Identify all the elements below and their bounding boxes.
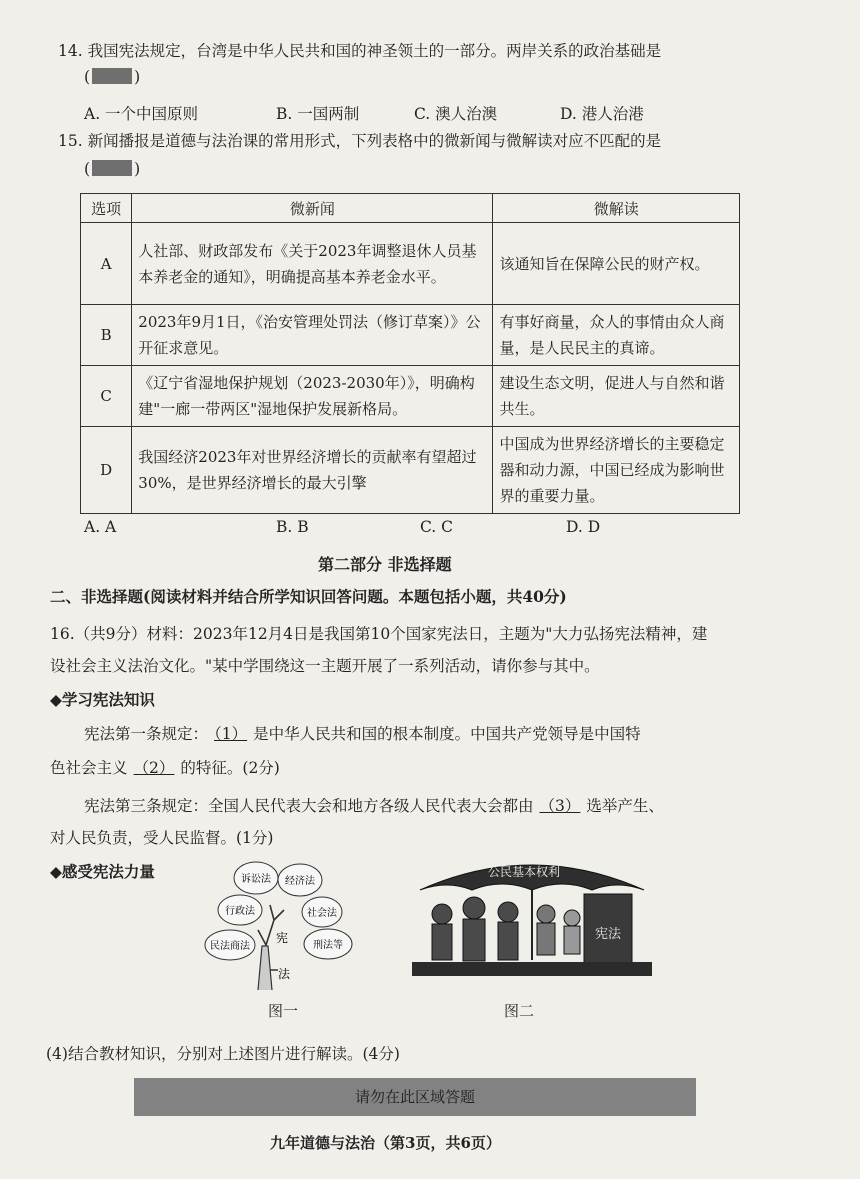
q16-article1-line2 [50,756,280,780]
paren-close: ) [134,160,141,178]
q15-option-a[interactable]: A. A [84,518,117,536]
citizens-group [432,897,580,961]
row-option: A [81,223,132,305]
article3-text: 宪法第三条规定：全国人民代表大会和地方各级人民代表大会都由 [84,797,534,815]
row-news: 2023年9月1日，《治安管理处罚法（修订草案）》公开征求意见。 [132,305,493,366]
page-footer: 九年道德与法治（第3页，共6页） [270,1134,501,1152]
q14-option-a[interactable]: A. 一个中国原则 [84,105,199,123]
paren-open: ( [84,68,91,86]
row-option: C [81,366,132,427]
article3-text-cont: 选举产生、 [586,797,664,815]
q15-answer-paren [84,160,140,178]
table-row [81,223,740,305]
trunk-label-top: 宪 [275,931,289,945]
q16-article3-line1 [84,794,664,818]
header-option: 选项 [81,194,132,223]
part2-title: 第二部分 非选择题 [318,555,452,574]
table-row [81,366,740,427]
answer-blank-3[interactable]: （3） [539,797,581,815]
header-reading: 微解读 [493,194,740,223]
figure1-law-tree [200,850,370,990]
header-news: 微新闻 [132,194,493,223]
row-reading: 该通知旨在保障公民的财产权。 [493,223,740,305]
figure2-umbrella [412,850,652,980]
part2-section-heading: 二、非选择题(阅读材料并结合所学知识回答问题。本题包括小题，共40分) [50,587,567,606]
q15-stem: 15. 新闻播报是道德与法治课的常用形式，下列表格中的微新闻与微解读对应不匹配的是 [58,132,662,150]
row-news: 人社部、财政部发布《关于2023年调整退休人员基本养老金的通知》，明确提高基本养老金水平。 [132,223,493,305]
paren-open: ( [84,160,91,178]
q16-question4: (4)结合教材知识，分别对上述图片进行解读。(4分) [46,1045,400,1063]
row-reading: 建设生态文明，促进人与自然和谐共生。 [493,366,740,427]
ground [412,962,652,976]
article1-text-cont: 是中华人民共和国的根本制度。中国共产党领导是中国特 [253,725,641,743]
q14-answer-blank[interactable] [92,68,132,84]
q16-sub2-title: ◆感受宪法力量 [50,862,155,881]
q16-article1-line1 [84,722,641,746]
q14-options [0,102,860,124]
table-row [81,427,740,514]
q15-option-b[interactable]: B. B [276,518,309,536]
q16-sub1-title: ◆学习宪法知识 [50,690,155,709]
article1-text: 色社会主义 [50,759,128,777]
leaf-label: 行政法 [225,906,255,917]
row-news: 我国经济2023年对世界经济增长的贡献率有望超过30%，是世界经济增长的最大引擎 [132,427,493,514]
q14-option-d[interactable]: D. 港人治港 [560,105,644,123]
q14-answer-paren [84,68,140,86]
answer-blank-1[interactable]: （1） [214,725,248,743]
q14-option-b[interactable]: B. 一国两制 [276,105,360,123]
leaf-label: 刑法等 [313,940,343,951]
row-news: 《辽宁省湿地保护规划（2023-2030年）》，明确构建"一廊一带两区"湿地保护发展新格局。 [132,366,493,427]
row-reading: 中国成为世界经济增长的主要稳定器和动力源，中国已经成为影响世界的重要力量。 [493,427,740,514]
paren-close: ) [134,68,141,86]
q15-options [0,518,860,540]
q16-intro-line2: 设社会主义法治文化。"某中学围绕这一主题开展了一系列活动，请你参与其中。 [50,657,600,675]
q14-option-c[interactable]: C. 澳人治澳 [414,105,498,123]
news-table [80,193,740,514]
leaf-label: 诉讼法 [241,874,271,885]
umbrella-label: 公民基本权利 [487,865,561,879]
q14-stem: 14. 我国宪法规定，台湾是中华人民共和国的神圣领土的一部分。两岸关系的政治基础是 [58,42,662,60]
table-row [81,305,740,366]
table-header-row [81,194,740,223]
trunk-label-bottom: 法 [277,967,291,981]
leaf-label: 民法商法 [210,941,250,952]
q16-article3-line2: 对人民负责，受人民监督。(1分) [50,829,274,847]
row-option: D [81,427,132,514]
no-answer-zone: 请勿在此区域答题 [134,1078,696,1116]
row-option: B [81,305,132,366]
q16-intro-line1: 16.（共9分）材料：2023年12月4日是我国第10个国家宪法日，主题为"大力弘扬宪法精神，建 [50,625,708,643]
article1-text: 宪法第一条规定： [84,725,209,743]
answer-blank-2[interactable]: （2） [133,759,175,777]
article1-points: 的特征。(2分) [180,759,280,777]
q15-option-d[interactable]: D. D [566,518,601,536]
row-reading: 有事好商量，众人的事情由众人商量，是人民民主的真谛。 [493,305,740,366]
figure2-caption: 图二 [504,1002,535,1020]
figure1-caption: 图一 [268,1002,299,1020]
q15-option-c[interactable]: C. C [420,518,454,536]
leaf-label: 社会法 [307,908,337,919]
q15-answer-blank[interactable] [92,160,132,176]
leaf-label: 经济法 [285,876,315,887]
book-label: 宪法 [594,927,622,942]
